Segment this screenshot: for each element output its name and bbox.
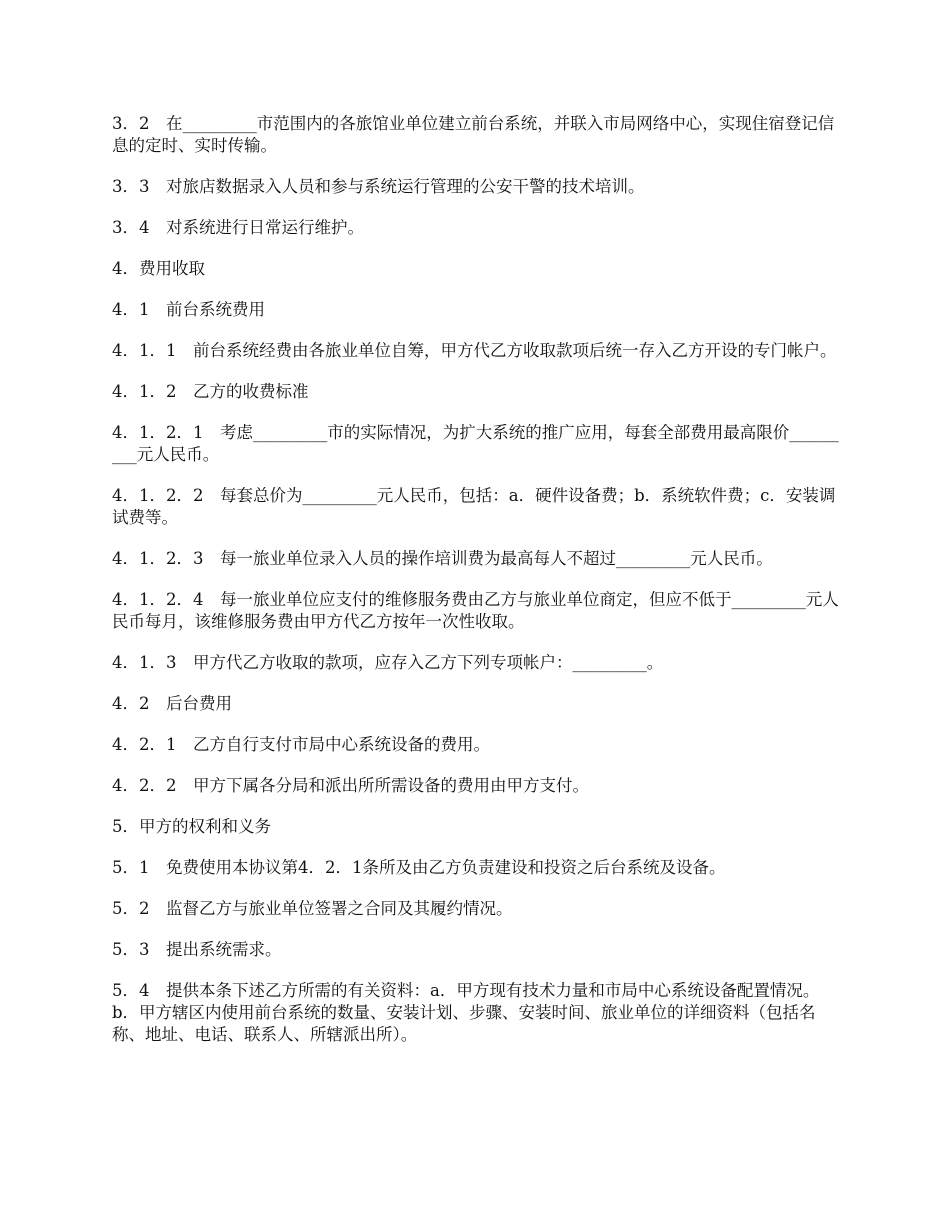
clause-5-1: 5．1 免费使用本协议第4．2．1条所及由乙方负责建设和投资之后台系统及设备。 <box>112 858 726 877</box>
clause-4-1-2-2: 4．1．2．2 每套总价为_________元人民币，包括：a．硬件设备费；b．系统软件费；c．安装调试费等。 <box>112 486 836 527</box>
clause-5-4: 5．4 提供本条下述乙方所需的有关资料：a．甲方现有技术力量和市局中心系统设备配置情况。b．甲方辖区内使用前台系统的数量、安装计划、步骤、安装时间、旅业单位的详细资料（包括名称、地址、电话、联系人、所辖派出所）。 <box>112 981 820 1044</box>
clause-4-2: 4．2 后台费用 <box>112 694 232 713</box>
clause-5-3: 5．3 提出系统需求。 <box>112 940 282 959</box>
clause-4-1-2: 4．1．2 乙方的收费标准 <box>112 382 309 401</box>
clause-4-1-1: 4．1．1 前台系统经费由各旅业单位自筹，甲方代乙方收取款项后统一存入乙方开设的专门帐户。 <box>112 341 837 360</box>
clause-4-2-1: 4．2．1 乙方自行支付市局中心系统设备的费用。 <box>112 735 490 754</box>
clause-4-1-3: 4．1．3 甲方代乙方收取的款项，应存入乙方下列专项帐户：_________。 <box>112 653 664 672</box>
document-body <box>112 113 842 1065</box>
clause-4-1-2-3: 4．1．2．3 每一旅业单位录入人员的操作培训费为最高每人不超过_________元人民币。 <box>112 549 773 568</box>
clause-4-1: 4．1 前台系统费用 <box>112 300 265 319</box>
clause-5-2: 5．2 监督乙方与旅业单位签署之合同及其履约情况。 <box>112 899 513 918</box>
clause-4-1-2-1: 4．1．2．1 考虑_________市的实际情况，为扩大系统的推广应用，每套全部费用最高限价_________元人民币。 <box>112 423 839 464</box>
clause-3-3: 3．3 对旅店数据录入人员和参与系统运行管理的公安干警的技术培训。 <box>112 177 645 196</box>
section-4-heading: 4．费用收取 <box>112 259 205 278</box>
clause-4-2-2: 4．2．2 甲方下属各分局和派出所所需设备的费用由甲方支付。 <box>112 776 589 795</box>
clause-4-1-2-4: 4．1．2．4 每一旅业单位应支付的维修服务费由乙方与旅业单位商定，但应不低于_________元人民币每月，该维修服务费由甲方代乙方按年一次性收取。 <box>112 590 839 631</box>
clause-3-2: 3．2 在_________市范围内的各旅馆业单位建立前台系统，并联入市局网络中心，实现住宿登记信息的定时、实时传输。 <box>112 114 835 155</box>
section-5-heading: 5．甲方的权利和义务 <box>112 817 271 836</box>
clause-3-4: 3．4 对系统进行日常运行维护。 <box>112 218 364 237</box>
